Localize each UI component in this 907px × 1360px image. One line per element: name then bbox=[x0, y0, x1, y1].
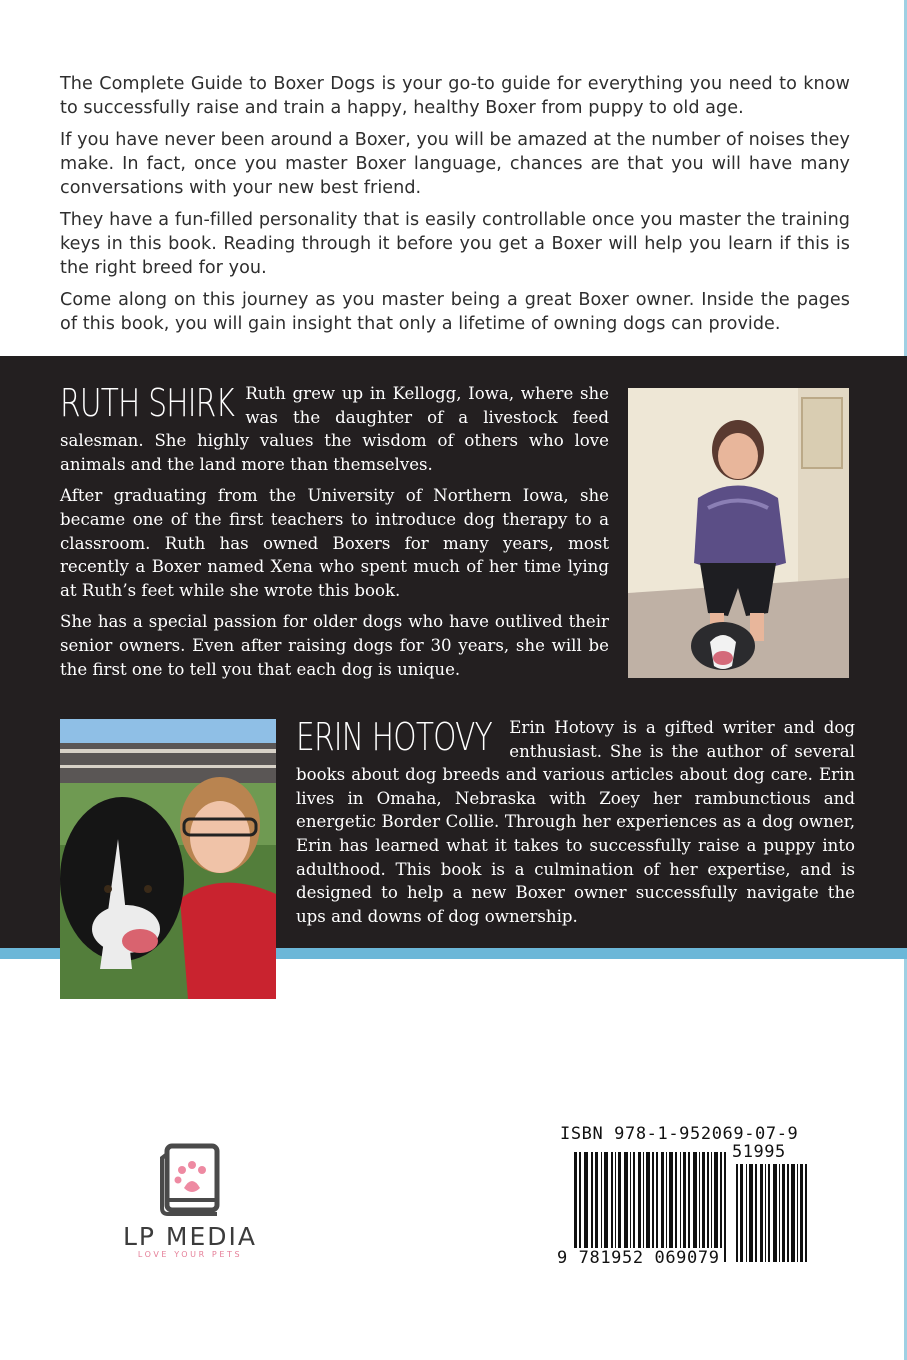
blurb-paragraph-1: The Complete Guide to Boxer Dogs is your go-to guide for everything you need to know to successfully raise and train a happy, healthy Boxer from puppy to old age. bbox=[60, 74, 850, 118]
publisher-logo bbox=[110, 1142, 270, 1272]
publisher-name: LP MEDIA bbox=[122, 1222, 258, 1251]
blurb-paragraph-2: If you have never been around a Boxer, you will be amazed at the number of noises they make. In fact, once you master Boxer language, chances are that you will have many conversations with your new best friend. bbox=[60, 130, 850, 198]
author-bio-ruth bbox=[60, 382, 609, 689]
book-paw-icon bbox=[110, 1142, 270, 1222]
author-photo-ruth bbox=[628, 388, 849, 678]
erin-bio-paragraph: Erin Hotovy is a gifted writer and dog enthusiast. She is the author of several books about dog breeds and various articles about dog care. Erin lives in Omaha, Nebraska with Zoey her rambunctious and energetic Border Collie. Through her experiences as a dog owner, Erin has learned what it takes to successfully raise a puppy into adulthood. This book is a culmination of her expertise, and is designed to help a new Boxer owner successfully navigate the ups and downs of dog ownership. bbox=[296, 718, 855, 926]
back-cover-blurb bbox=[60, 72, 850, 344]
price-code: 51995 bbox=[732, 1142, 786, 1162]
author-photo-erin bbox=[60, 719, 276, 999]
isbn-barcode bbox=[548, 1118, 818, 1293]
isbn-number: ISBN 978-1-952069-07-9 bbox=[560, 1124, 799, 1144]
author-name-ruth: RUTH SHIRK bbox=[60, 381, 235, 425]
author-name-erin: ERIN HOTOVY bbox=[296, 715, 492, 759]
ruth-bio-paragraph-1: Ruth grew up in Kellogg, Iowa, where she was the daughter of a livestock feed salesman. She highly values the wisdom of others who love animals and the land more than themselves. bbox=[60, 384, 609, 474]
publisher-tagline: LOVE YOUR PETS bbox=[137, 1250, 243, 1259]
ruth-bio-paragraph-2: After graduating from the University of Northern Iowa, she became one of the first teachers to introduce dog therapy to a classroom. Ruth has owned Boxers for many years, most recently a Boxer named Xena who spent much of her time lying at Ruth’s feet while she wrote this book. bbox=[60, 486, 609, 600]
ruth-bio-paragraph-3: She has a special passion for older dogs who have outlived their senior owners. Even after raising dogs for 30 years, she will be the first one to tell you that each dog is unique. bbox=[60, 612, 609, 679]
author-bio-erin bbox=[296, 716, 855, 936]
ean-number: 9 781952 069079 bbox=[554, 1248, 723, 1268]
blurb-paragraph-4: Come along on this journey as you master being a great Boxer owner. Inside the pages of this book, you will gain insight that only a lifetime of owning dogs can provide. bbox=[60, 290, 850, 334]
blurb-paragraph-3: They have a fun-filled personality that is easily controllable once you master the training keys in this book. Reading through it before you get a Boxer will help you learn if this is the right breed for you. bbox=[60, 210, 850, 278]
